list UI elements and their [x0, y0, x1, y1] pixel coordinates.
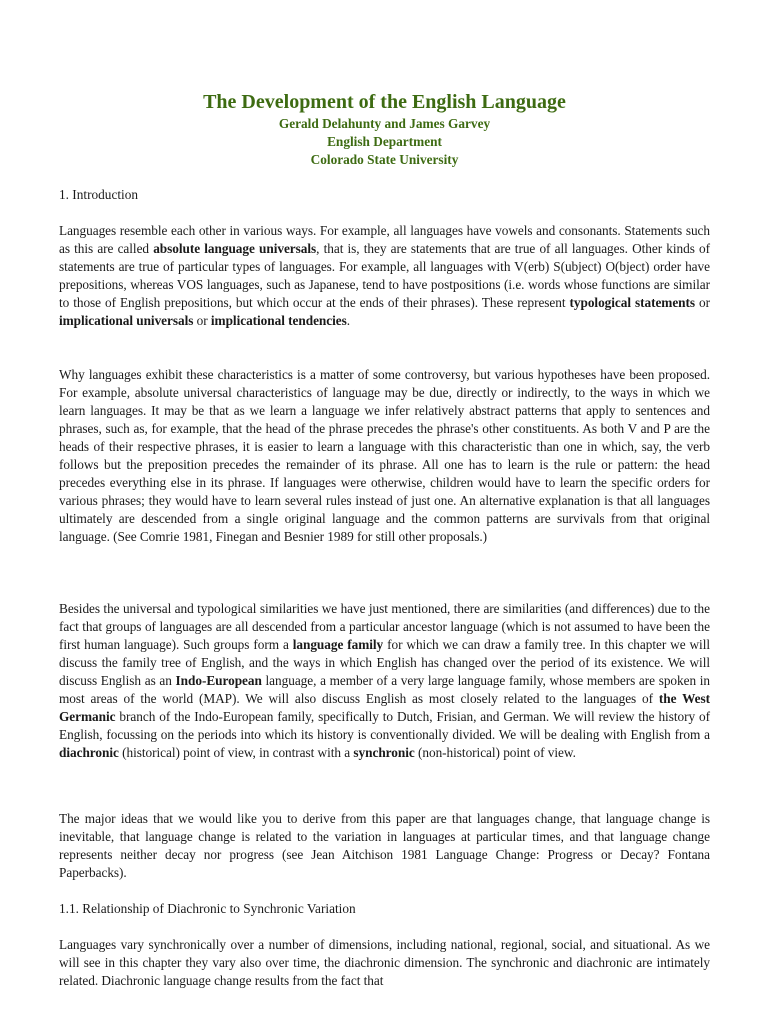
paragraph-5: Languages vary synchronically over a number of dimensions, including national, regional, social, and situational. As we will see in this chapter they vary also over time, the diachronic dimension. The synchronic and diachronic are intimately related. Diachronic language change results from the fact that [59, 937, 710, 988]
paragraph-3-text: for which we can draw a family tree. In this chapter we will discuss the family tree of English, and the ways in which English has changed over the period of its existence. We will discuss English as an [59, 637, 710, 688]
paragraph-1 [59, 222, 710, 330]
term-implicational-universals: implicational universals [59, 313, 194, 328]
paragraph-4: The major ideas that we would like you to derive from this paper are that languages change, that language change is inevitable, that language change is related to the variation in languages at particular times, and that language change represents neither decay nor progress (see Jean Aitchison 1981 Language Change: Progress or Decay? Fontana Paperbacks). [59, 811, 710, 880]
paragraph-1-text: . [346, 313, 351, 328]
paragraph-1-text: or [695, 295, 710, 310]
term-indo-european: Indo-European [175, 673, 262, 688]
document-page [59, 0, 711, 988]
paragraph-3-text: branch of the Indo-European family, specifically to Dutch, Frisian, and German. We will review the history of English, focussing on the periods into which its history is conventionally divided. We will be dealing with English from a [59, 709, 710, 742]
term-absolute-language-universals: absolute language universals [153, 241, 317, 256]
term-language-family: language family [292, 637, 384, 652]
document-header [59, 89, 710, 169]
paragraph-3-text: language, a member of a very large language family, whose members are spoken in most areas of the world (MAP). We will also discuss English as most closely related to the languages of [59, 673, 711, 706]
term-diachronic: diachronic [59, 745, 119, 760]
paragraph-1-text: Languages resemble each other in various ways. For example, all languages have vowels and consonants. Statements such as this are called [59, 223, 710, 256]
paragraph-2: Why languages exhibit these characteristics is a matter of some controversy, but various hypotheses have been proposed. For example, absolute universal characteristics of language may be due, directly or indirectly, to the ways in which we learn languages. It may be that as we learn a language we infer relatively abstract patterns that apply to sentences and phrases, such as, for example, that the head of the phrase precedes the phrase's other constituents. As both V and P are the heads of their respective phrases, it is easier to learn a language with this characteristic than one in which, say, the verb follows but the preposition precedes the remainder of its phrase. All one has to learn is the rule or pattern: the head precedes everything else in its phrase. If languages were otherwise, children would have to learn the specific orders for various phrases; they would have to learn several rules instead of just one. An alternative explanation is that all languages ultimately are descended from a single original language and the common patterns are survivals from that original language. (See Comrie 1981, Finegan and Besnier 1989 for still other proposals.) [59, 367, 710, 544]
term-west-germanic: the West Germanic [59, 691, 711, 724]
section-heading-introduction: 1. Introduction [59, 187, 139, 202]
term-synchronic: synchronic [353, 745, 415, 760]
authors: Gerald Delahunty and James Garvey [278, 116, 491, 131]
department: English Department [327, 134, 442, 149]
term-implicational-tendencies: implicational tendencies [210, 313, 347, 328]
paragraph-3-text: Besides the universal and typological similarities we have just mentioned, there are similarities (and differences) due to the fact that groups of languages are all descended from a particular ancestor language (which is not assumed to have been the first human language). Such groups form a [59, 601, 710, 652]
paragraph-3-text: (historical) point of view, in contrast with a [118, 745, 354, 760]
document-title: The Development of the English Language [203, 91, 566, 113]
term-typological-statements: typological statements [569, 295, 696, 310]
paragraph-1-text: or [193, 313, 211, 328]
paragraph-3-text: (non-historical) point of view. [414, 745, 576, 760]
university: Colorado State University [310, 152, 459, 167]
paragraph-1-text: , that is, they are statements that are true of all languages. Other kinds of statements are true of particular types of languages. For example, all languages with V(erb) S(ubject) O(bject) order have prepositions, whereas VOS languages, such as Japanese, tend to have postpositions (i.e. words whose functions are similar to those of English prepositions, but which occur at the ends of their phrases). These represent [59, 241, 710, 310]
paragraph-3 [59, 600, 710, 762]
section-heading-relationship: 1.1. Relationship of Diachronic to Synchronic Variation [59, 901, 356, 916]
